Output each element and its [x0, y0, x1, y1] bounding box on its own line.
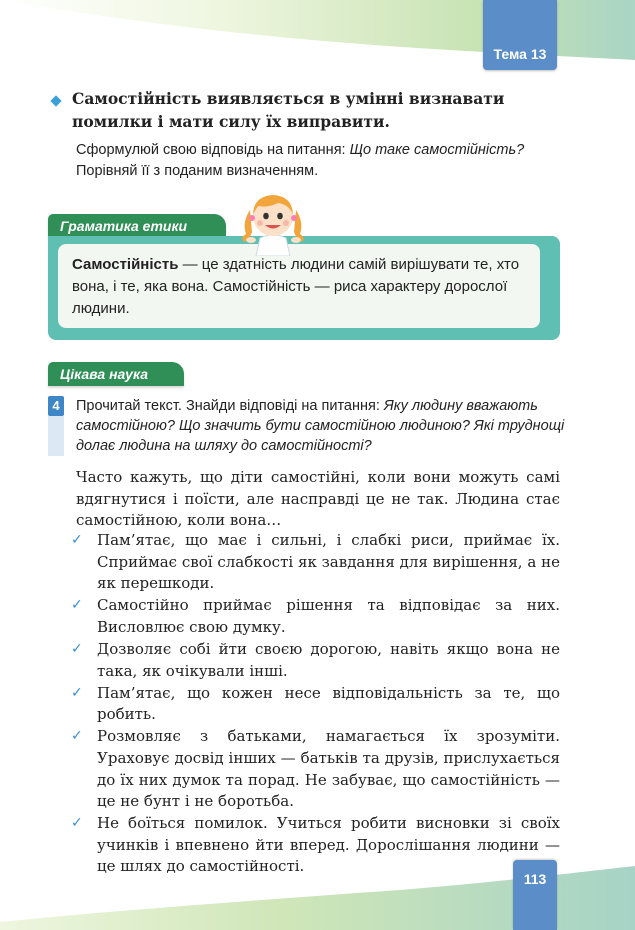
checkmark-icon: ✓: [71, 532, 83, 548]
task-lead: Сформулюй свою відповідь на питання:: [76, 142, 350, 158]
definition-text: — це здатність людини самій вирішувати те, хто вона, і те, яка вона. Самостійність — риса характеру дорослої людини.: [72, 256, 520, 317]
list-item: ✓ Пам’ятає, що має і сильні, і слабкі риси, приймає їх. Сприймає свої слабкості як завдання для вирішення, а не як перешкоди.: [71, 531, 560, 593]
list-item: ✓ Не боїться помилок. Учиться робити висновки зі своїх учинків і впевнено йти вперед. Дорослішання людини — це шлях до самостійності.: [71, 814, 560, 876]
list-item: ✓ Дозволяє собі йти своєю дорогою, навіть якщо вона не така, як очікували інші.: [71, 639, 560, 680]
reading-intro: Часто кажуть, що діти самостійні, коли вони можуть самі вдягнутися і поїсти, але насправді це не так. Людина стає самостійною, коли вона…: [76, 468, 560, 529]
task-number-stripe: [48, 416, 64, 456]
girl-mascot-illustration: [238, 188, 308, 256]
task-question-italic: Що таке самостійність?: [349, 142, 525, 158]
checkmark-icon: ✓: [71, 728, 83, 745]
list-item: ✓ Самостійно приймає рішення та відповідає за них. Висловлює свою думку.: [71, 596, 560, 636]
science-label: Цікава наука: [48, 362, 184, 386]
topic-label: Тема 13: [493, 46, 547, 62]
checkmark-icon: ✓: [71, 640, 83, 657]
task-follow: Порівняй її з поданим визначенням.: [76, 163, 319, 179]
list-item: ✓ Пам’ятає, що кожен несе відповідальність за те, що робить.: [71, 683, 560, 724]
checkmark-icon: ✓: [71, 684, 83, 701]
definition-term: Самостійність: [72, 256, 179, 273]
science-task-questions: Яку людину вважають самостійною? Що значить бути самостійною людиною? Які труднощі долає людина на шляху до самостійності?: [76, 398, 565, 454]
checklist: [69, 530, 560, 879]
checkmark-icon: ✓: [71, 815, 83, 832]
task-question: [76, 140, 566, 182]
task-number-badge: 4: [48, 396, 64, 416]
page-number: 113: [523, 871, 547, 887]
science-task: [76, 396, 566, 456]
ethics-grammar-label: Граматика етики: [48, 214, 226, 238]
science-task-lead: Прочитай текст. Знайди відповіді на питання:: [76, 398, 384, 414]
page-number-tab: [513, 860, 557, 930]
list-item: ✓ Розмовляє з батьками, намагається їх зрозуміти. Ураховує досвід інших — батьків та друзів, прислухається до їх них думок та порад. Не забуває, що самостійність — це не бунт і не боротьба.: [71, 727, 560, 811]
bullet-diamond-icon: [50, 95, 61, 106]
definition-panel: [58, 244, 540, 328]
intro-statement: Самостійність виявляється в умінні визнавати помилки і мати силу їх виправити.: [72, 89, 505, 131]
topic-tab: [483, 0, 557, 70]
checkmark-icon: ✓: [71, 597, 83, 614]
